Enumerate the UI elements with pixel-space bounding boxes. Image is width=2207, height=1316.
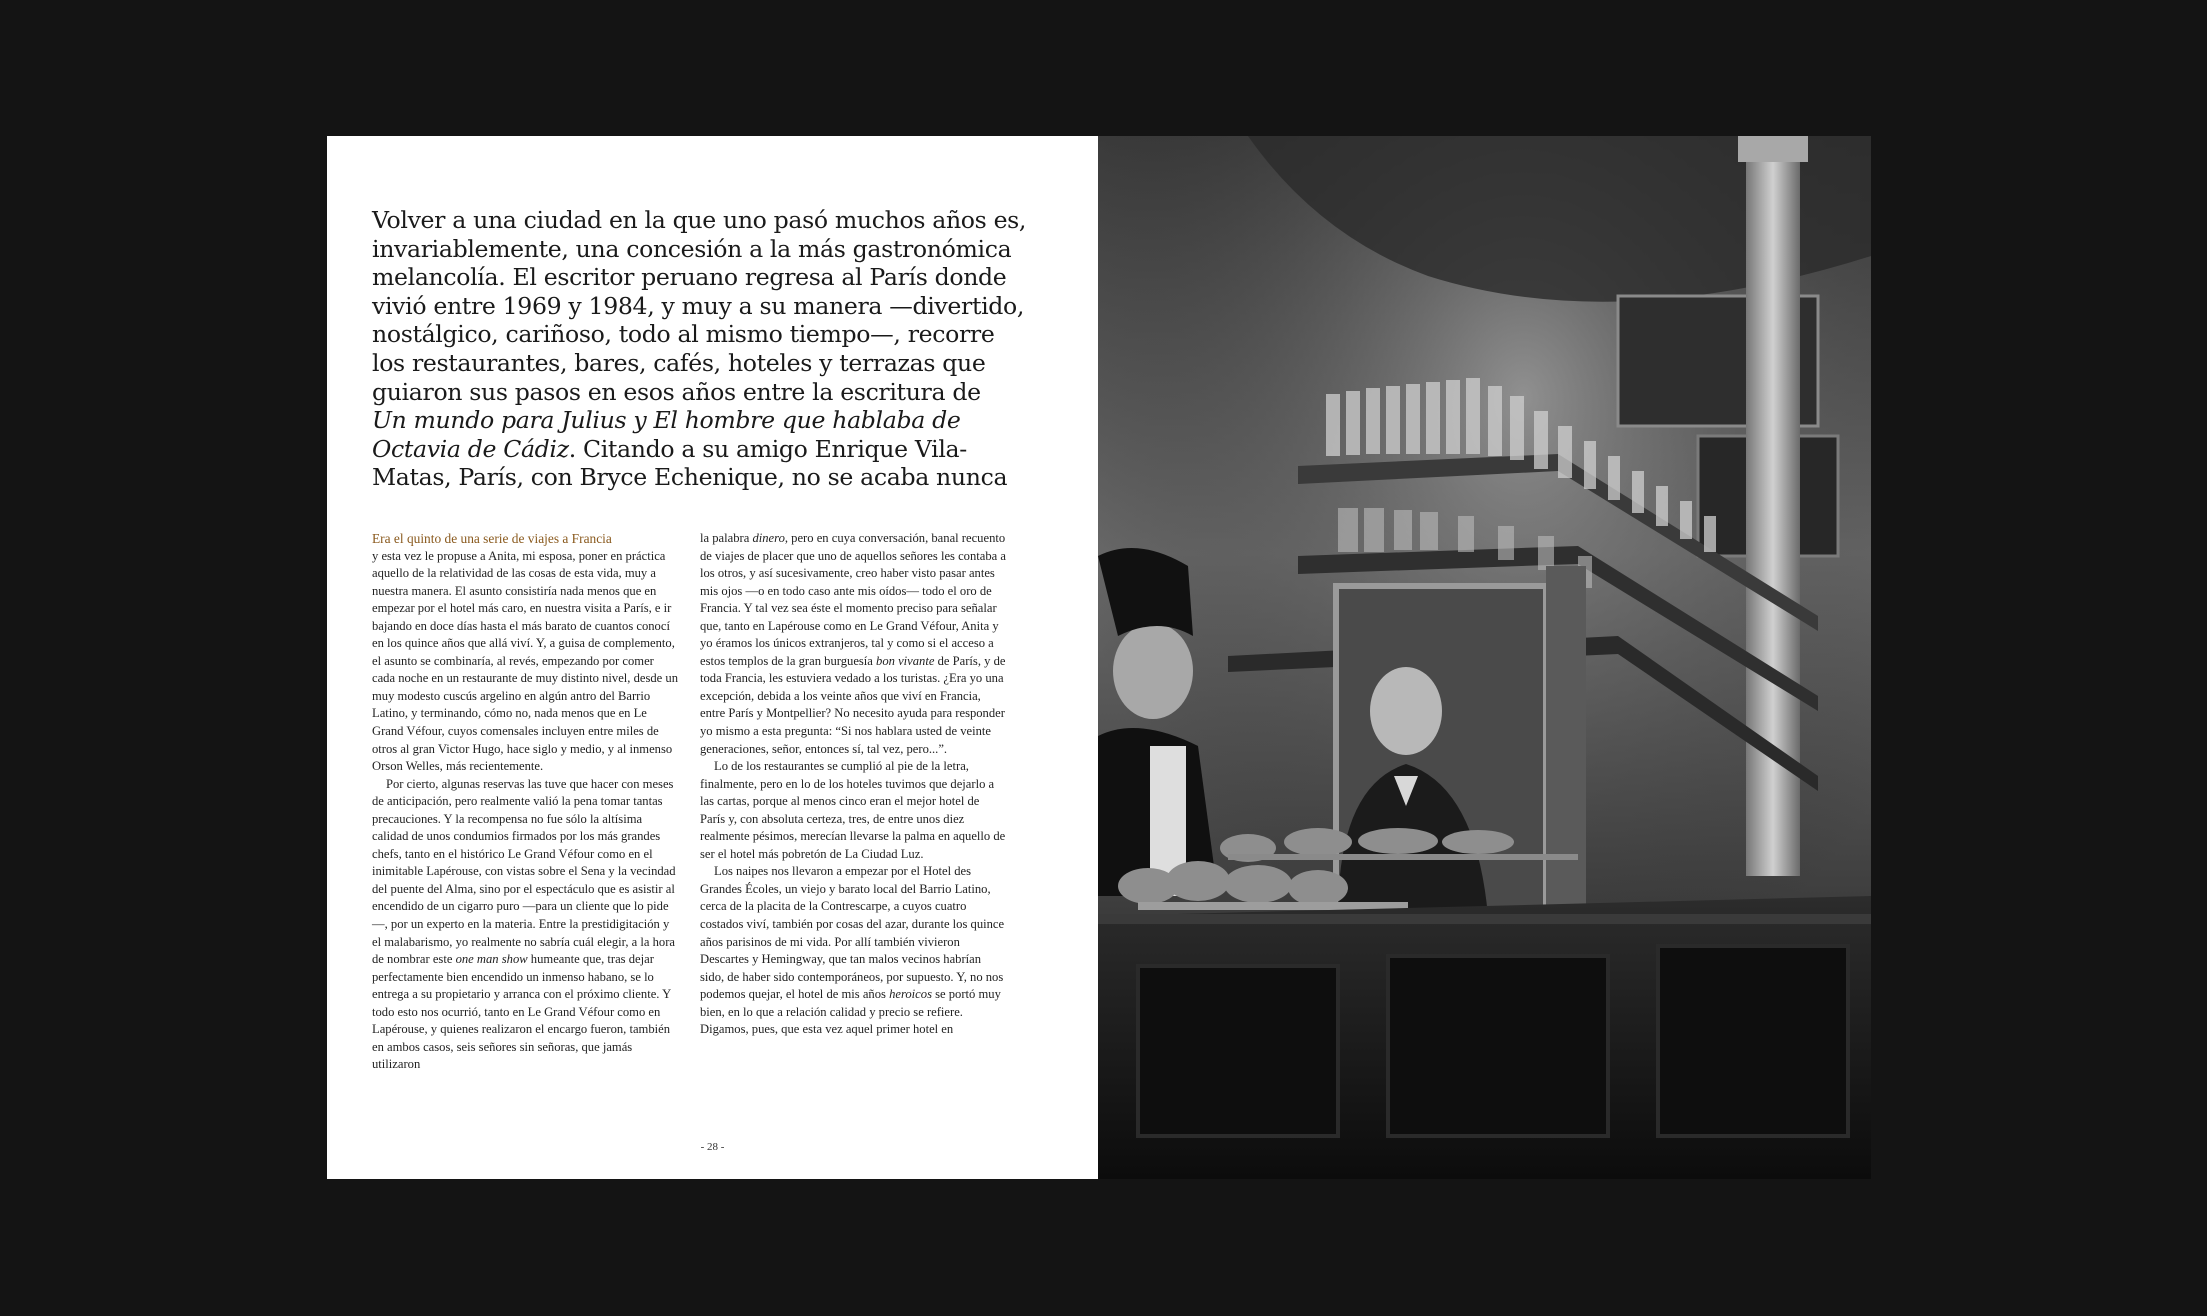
paragraph (700, 863, 1006, 1038)
paragraph-text: Por cierto, algunas reservas las tuve que hacer con meses de anticipación, pero realmente valió la pena tomar tantas precauciones. Y la recompensa no fue sólo la altísima calidad de unos condumios firmados por los más grandes chefs, tanto en el histórico Le Grand Véfour como en el inimitable Lapérouse, con vistas sobre el Sena y la vecindad del puente del Alma, sino por el espectáculo que es asistir al encendido de un cigarro puro —para un cliente que lo pide—, por un experto en la materia. Entre la prestidigitación y el malabarismo, yo realmente no sabría cuál elegir, a la hora de nombrar este (372, 776, 676, 967)
page-number: - 28 - (700, 1141, 725, 1153)
paragraph-text: se portó muy bien, en lo que a relación calidad y precio se refiere. Digamos, pues, que esta vez aquel primer hotel en (700, 987, 1001, 1037)
deck-line: guiaron sus pasos en esos años entre la escritura de (372, 377, 981, 406)
paragraph-text: la palabra (700, 531, 753, 545)
book-title: Octavia de Cádiz (372, 434, 569, 463)
deck-line: nostálgico, cariñoso, todo al mismo tiempo—, recorre (372, 320, 995, 349)
deck-line: los restaurantes, bares, cafés, hoteles y terrazas que (372, 348, 986, 377)
left-page (327, 136, 1098, 1179)
italic-phrase: one man show (455, 952, 528, 967)
body-columns (372, 530, 1006, 1074)
lead-in: Era el quinto de una serie de viajes a Francia (372, 531, 612, 546)
paragraph (372, 776, 678, 1074)
body-column-1 (372, 530, 678, 1074)
magazine-spread (327, 136, 1871, 1179)
italic-phrase: dinero (752, 531, 785, 545)
deck-line (372, 435, 1032, 464)
paragraph: y esta vez le propuse a Anita, mi esposa, poner en práctica aquello de la relatividad de las cosas de esta vida, muy a nuestra manera. El asunto consistiría nada menos que en empezar por el hotel más caro, en nuestra visita a París, e ir bajando en doce días hasta el más barato de cuantos conocí en los quince años que allá viví. Y, a guisa de complemento, el asunto se combinaría, al revés, empezando por comer cada noche en un restaurante de muy distinto nivel, desde un muy modesto cuscús argelino en algún antro del Barrio Latino, y terminando, cómo no, nada menos que en Le Grand Véfour, cuyos comensales incluyen entre miles de otros al gran Victor Hugo, hace siglo y medio, y al inmenso Orson Welles, más recientemente. (372, 548, 679, 774)
deck-line: invariablemente, una concesión a la más gastronómica (372, 234, 1012, 263)
book-title: Un mundo para Julius y El hombre que hablaba de (372, 406, 961, 435)
deck-line (372, 406, 1032, 435)
deck-line: Matas, París, con Bryce Echenique, no se acaba nunca (372, 463, 1008, 492)
body-column-2 (700, 530, 1006, 1074)
paragraph-text: Los naipes nos llevaron a empezar por el Hotel des Grandes Écoles, un viejo y barato local del Barrio Latino, cerca de la placita de la Contrescarpe, a cuyos cuatro costados viví, también por cosas del azar, durante los quince años parisinos de mi vida. Por allí también vivieron Descartes y Hemingway, que tan malos vecinos habrían sido, de haber sido contemporáneos, por supuesto. Y, no nos podemos quejar, el hotel de mis años (700, 864, 1005, 1002)
paragraph-text: , pero en cuya conversación, banal recuento de viajes de placer que uno de aquellos señores les contaba a los otros, y así sucesivamente, creo haber visto pasar antes mis ojos —o en todo caso ante mis oídos— todo el oro de Francia. Y tal vez sea éste el momento preciso para señalar que, tanto en Lapérouse como en Le Grand Véfour, Anita y yo éramos los únicos extranjeros, tal y como si el acceso a estos templos de la gran burguesía (700, 531, 1006, 668)
paragraph-text: de París, y de toda Francia, les estuviera vedado a los turistas. ¿Era yo una excepción, debida a los veinte años que viví en Francia, entre París y Montpellier? No necesito ayuda para responder yo mismo a esta pregunta: “Si nos hablara usted de veinte generaciones, señor, entonces sí, tal vez, pero...”. (700, 653, 1006, 756)
paragraph (700, 530, 1006, 758)
photograph-icon (1098, 136, 1871, 1179)
paragraph-text: humeante que, tras dejar perfectamente bien encendido un inmenso habano, se lo entrega a su propietario y arranca con el próximo cliente. Y todo esto nos ocurrió, tanto en Le Grand Véfour como en Lapérouse, y quienes realizaron el encargo fueron, también en ambos casos, seis señores sin señoras, que jamás utilizaron (372, 952, 671, 1072)
deck-text: . Citando a su amigo Enrique Vila- (568, 434, 967, 463)
deck-line: melancolía. El escritor peruano regresa al París donde (372, 263, 1007, 292)
paragraph: Lo de los restaurantes se cumplió al pie de la letra, finalmente, pero en lo de los hoteles tuvimos que dejarlo a las cartas, porque al menos cinco eran el mejor hotel de París y, con absoluta certeza, tres, de entre unos diez realmente pésimos, merecían llevarse la palma en aquello de ser el hotel más pobretón de La Ciudad Luz. (700, 759, 1006, 861)
article-deck (372, 206, 1032, 492)
deck-line: Volver a una ciudad en la que uno pasó muchos años es, (372, 206, 1027, 234)
deck-line: vivió entre 1969 y 1984, y muy a su manera —divertido, (372, 291, 1025, 320)
right-page (1098, 136, 1871, 1179)
italic-phrase: heroicos (889, 987, 932, 1002)
italic-phrase: bon vivante (876, 653, 935, 668)
